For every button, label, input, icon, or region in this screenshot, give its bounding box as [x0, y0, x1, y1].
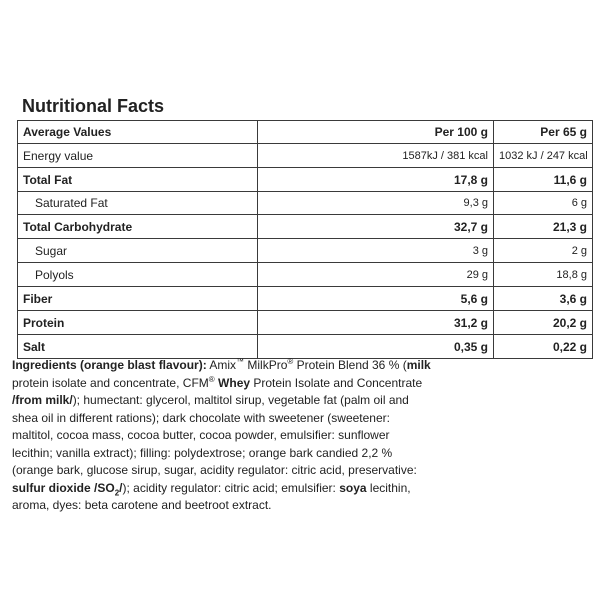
- ingredients-text-part: lecithin, aroma, dyes: beta carotene and beetroot extract.: [12, 480, 411, 512]
- allergen-soya: soya: [339, 480, 367, 495]
- trademark-symbol: ™: [236, 357, 245, 366]
- value-per-100g: 29 g: [258, 263, 494, 287]
- registered-symbol: ®: [287, 357, 294, 366]
- table-row: [18, 239, 593, 263]
- nutrient-name: Fiber: [18, 287, 258, 311]
- nutrient-name: Total Carbohydrate: [18, 215, 258, 239]
- value-per-100g: 5,6 g: [258, 287, 494, 311]
- header-per-100g: Per 100 g: [258, 121, 494, 144]
- ingredients-label: Ingredients (orange blast flavour):: [12, 358, 207, 372]
- nutrient-name: Energy value: [18, 144, 258, 168]
- header-per-65g: Per 65 g: [494, 121, 593, 144]
- ingredients-text: [12, 357, 432, 515]
- table-header-row: [18, 121, 593, 144]
- allergen-whey: Whey: [218, 375, 251, 390]
- value-per-65g: 6 g: [494, 192, 593, 215]
- value-per-100g: 32,7 g: [258, 215, 494, 239]
- value-per-100g: 31,2 g: [258, 311, 494, 335]
- nutrient-name: Saturated Fat: [18, 192, 258, 215]
- table-row: [18, 311, 593, 335]
- nutrient-name: Protein: [18, 311, 258, 335]
- nutrient-name: Polyols: [18, 263, 258, 287]
- allergen-sulfur-dioxide: sulfur dioxide /SO: [12, 480, 115, 495]
- value-per-65g: 3,6 g: [494, 287, 593, 311]
- value-per-100g: 17,8 g: [258, 168, 494, 192]
- table-row: [18, 335, 593, 359]
- table-row: [18, 168, 593, 192]
- table-row: [18, 287, 593, 311]
- nutrient-name: Sugar: [18, 239, 258, 263]
- ingredients-text-part: MilkPro: [244, 358, 288, 372]
- ingredients-text-part: protein isolate and concentrate, CFM: [12, 375, 209, 390]
- value-per-65g: 11,6 g: [494, 168, 593, 192]
- value-per-100g: 0,35 g: [258, 335, 494, 359]
- ingredients-text-part: Protein Blend 36 % (: [293, 358, 407, 372]
- page-title: Nutritional Facts: [22, 96, 165, 116]
- value-per-65g: 2 g: [494, 239, 593, 263]
- table-row: [18, 215, 593, 239]
- table-row: [18, 263, 593, 287]
- value-per-65g: 20,2 g: [494, 311, 593, 335]
- value-per-100g: 1587kJ / 381 kcal: [258, 144, 494, 168]
- nutrient-name: Total Fat: [18, 168, 258, 192]
- value-per-65g: 21,3 g: [494, 215, 593, 239]
- allergen-from-milk: /from milk/: [12, 393, 73, 407]
- ingredients-text-part: Protein Isolate and Concentrate: [250, 375, 423, 390]
- registered-symbol: ®: [208, 374, 215, 384]
- allergen-milk: milk: [406, 358, 431, 372]
- value-per-100g: 3 g: [258, 239, 494, 263]
- subscript-two: 2: [114, 487, 120, 497]
- value-per-65g: 1032 kJ / 247 kcal: [494, 144, 593, 168]
- table-row: [18, 144, 593, 168]
- table-row: [18, 192, 593, 215]
- ingredients-text-part: ); humectant: glycerol, maltitol sirup, vegetable fat (palm oil and shea oil in different rations); dark chocolate with sweetener (sweetener: maltitol, cocoa mass, cocoa butter, cocoa powder, emulsifier: sunflower lecithin; vanilla extract); filling: polydextrose; orange bark candied 2,2 % (orange bark, glucose sirup, sugar, acidity regulator: citric acid, preservative:: [12, 393, 417, 477]
- value-per-65g: 18,8 g: [494, 263, 593, 287]
- ingredients-text-part: ); acidity regulator: citric acid; emulsifier:: [122, 480, 340, 495]
- ingredients-text-part: Amix: [206, 358, 237, 372]
- header-average-values: Average Values: [18, 121, 258, 144]
- allergen-sulfur-slash: /: [119, 480, 123, 495]
- nutrition-table: [17, 120, 593, 359]
- value-per-100g: 9,3 g: [258, 192, 494, 215]
- value-per-65g: 0,22 g: [494, 335, 593, 359]
- nutrient-name: Salt: [18, 335, 258, 359]
